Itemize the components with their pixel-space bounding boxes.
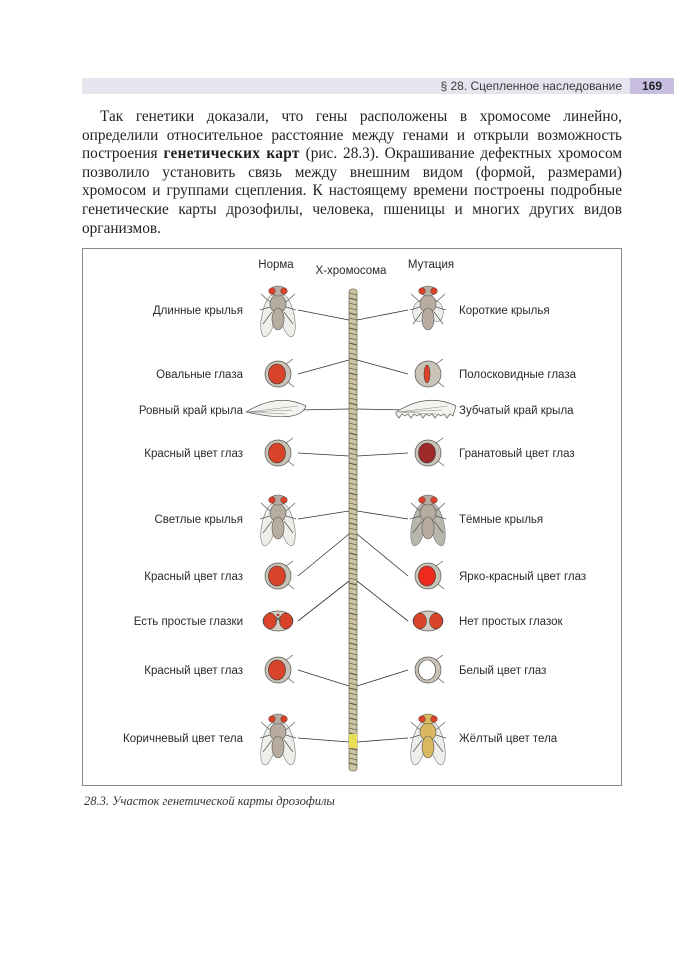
fly-abdomen — [272, 736, 284, 758]
connector-line-right — [357, 670, 408, 686]
fly-abdomen — [272, 517, 284, 539]
connector-line-left — [298, 310, 349, 320]
trait-row — [156, 359, 576, 387]
connector-line-right — [357, 581, 408, 621]
fly-eye — [281, 497, 288, 504]
norm-illustration — [265, 438, 294, 466]
fly-abdomen — [272, 308, 284, 330]
fly-bristle — [286, 655, 293, 660]
trait-norm-label: Красный цвет глаз — [144, 448, 243, 460]
fly-leg — [411, 294, 420, 302]
trait-mutation-label: Полосковидные глаза — [459, 369, 576, 381]
fly-bristle — [288, 678, 294, 683]
fly-eye — [414, 613, 427, 629]
trait-row — [144, 561, 586, 589]
fly-eye — [419, 660, 436, 680]
body-paragraph — [82, 108, 622, 238]
norm-illustration — [263, 611, 293, 631]
fly-eye — [419, 443, 436, 463]
norm-illustration — [246, 400, 306, 417]
mutation-illustration — [396, 400, 456, 418]
trait-mutation-label: Жёлтый цвет тела — [459, 733, 558, 745]
connector-line-left — [298, 738, 349, 742]
fly-eye — [431, 497, 438, 504]
trait-row — [144, 655, 546, 683]
fly-eye — [269, 716, 276, 723]
fly-bristle — [288, 382, 294, 387]
connector-line-left — [298, 511, 349, 519]
connector-line-left — [298, 581, 349, 621]
connector-line-right — [357, 453, 408, 456]
x-chromosome — [349, 289, 357, 771]
connector-line-right — [357, 360, 408, 374]
fly-eye — [269, 497, 276, 504]
trait-mutation-label: Тёмные крылья — [459, 514, 544, 526]
fly-bristle — [436, 359, 443, 364]
fly-eye — [431, 288, 438, 295]
norm-illustration — [258, 714, 299, 766]
trait-norm-label: Ровный край крыла — [138, 405, 243, 417]
trait-row — [134, 611, 564, 631]
fly-bristle — [286, 438, 293, 443]
mutation-illustration — [408, 714, 449, 766]
norm-illustration — [265, 561, 294, 589]
body-text-part2: (рис. 28.3). Окрашивание дефектных хромосом позволило установить связь между внешним видом (формой, размерами) хромосом и группами сцепления. К настоящему времени построены подробные генетические карты дрозофилы, человека, пшеницы и многих других видов организмов. — [82, 145, 623, 237]
norm-illustration — [258, 286, 299, 338]
fly-bristle — [438, 584, 444, 589]
header-band — [82, 78, 630, 94]
fly-abdomen — [422, 517, 434, 539]
trait-norm-label: Есть простые глазки — [133, 616, 243, 628]
fly-bristle — [436, 438, 443, 443]
fly-eye — [269, 443, 286, 463]
trait-norm-label: Длинные крылья — [152, 305, 243, 317]
fly-bristle — [288, 461, 294, 466]
body-text-part1: Так генетики доказали, что гены расположены в хромосоме линейно, определили относительное расстояние между генами и открыли возможность построения — [82, 108, 622, 163]
trait-row — [123, 714, 558, 766]
norm-illustration — [265, 655, 294, 683]
page-number: 169 — [630, 78, 674, 94]
trait-mutation-label: Зубчатый край крыла — [459, 405, 574, 417]
mutation-illustration — [410, 286, 446, 330]
fly-eye — [419, 497, 426, 504]
mutation-illustration — [415, 438, 444, 466]
fly-bristle — [438, 382, 444, 387]
chromosome-yellow-band — [349, 734, 357, 748]
trait-row — [144, 438, 574, 466]
fly-eye-bar — [424, 365, 430, 383]
fly-eye — [419, 288, 426, 295]
mutation-illustration — [415, 359, 444, 387]
trait-norm-label: Красный цвет глаз — [144, 665, 243, 677]
connector-line-left — [298, 409, 349, 410]
mutation-illustration — [408, 495, 449, 547]
fly-eye — [431, 716, 438, 723]
fly-eye — [419, 716, 426, 723]
fly-bristle — [436, 655, 443, 660]
fly-eye — [430, 613, 443, 629]
fly-bristle — [286, 359, 293, 364]
fly-eye — [280, 613, 293, 629]
norm-illustration — [258, 495, 299, 547]
figure-caption: 28.3. Участок генетической карты дрозофилы — [84, 794, 335, 808]
fly-eye — [269, 288, 276, 295]
mutation-illustration — [415, 561, 444, 589]
connector-line-right — [357, 310, 408, 320]
figure-frame — [82, 248, 622, 786]
column-norm-label: Норма — [258, 259, 294, 271]
bold-term: генетических карт — [163, 145, 300, 163]
fly-eye — [269, 660, 286, 680]
fly-bristle — [438, 461, 444, 466]
fly-bristle — [436, 561, 443, 566]
trait-mutation-label: Короткие крылья — [459, 305, 550, 317]
trait-norm-label: Красный цвет глаз — [144, 571, 243, 583]
fly-eye — [269, 364, 286, 384]
fly-bristle — [288, 584, 294, 589]
norm-illustration — [265, 359, 294, 387]
trait-mutation-label: Гранатовый цвет глаз — [459, 448, 575, 460]
fly-eye — [281, 716, 288, 723]
fly-abdomen — [422, 308, 434, 330]
column-mutation-label: Мутация — [407, 259, 455, 271]
genetic-map-figure — [83, 249, 621, 785]
trait-mutation-label: Нет простых глазок — [459, 616, 563, 628]
connector-line-left — [298, 534, 349, 576]
fly-eye — [264, 613, 277, 629]
column-chromosome-label: Х-хромосома — [315, 265, 387, 277]
trait-mutation-label: Белый цвет глаз — [459, 665, 547, 677]
connector-line-right — [357, 511, 408, 519]
ocellus — [277, 614, 280, 617]
wing-serrated — [396, 400, 456, 418]
fly-eye — [281, 288, 288, 295]
mutation-illustration — [415, 655, 444, 683]
fly-leg — [436, 294, 445, 302]
trait-norm-label: Светлые крылья — [154, 514, 243, 526]
fly-bristle — [286, 561, 293, 566]
mutation-illustration — [413, 611, 443, 631]
trait-norm-label: Овальные глаза — [156, 369, 243, 381]
connector-line-left — [298, 360, 349, 374]
connector-line-right — [357, 738, 408, 742]
connector-line-right — [357, 534, 408, 576]
fly-abdomen — [422, 736, 434, 758]
trait-norm-label: Коричневый цвет тела — [123, 733, 243, 745]
fly-eye — [269, 566, 286, 586]
trait-mutation-label: Ярко-красный цвет глаз — [459, 571, 587, 583]
fly-eye — [419, 566, 436, 586]
connector-line-left — [298, 670, 349, 686]
section-title: § 28. Сцепленное наследование — [440, 79, 622, 93]
fly-bristle — [438, 678, 444, 683]
connector-line-left — [298, 453, 349, 456]
